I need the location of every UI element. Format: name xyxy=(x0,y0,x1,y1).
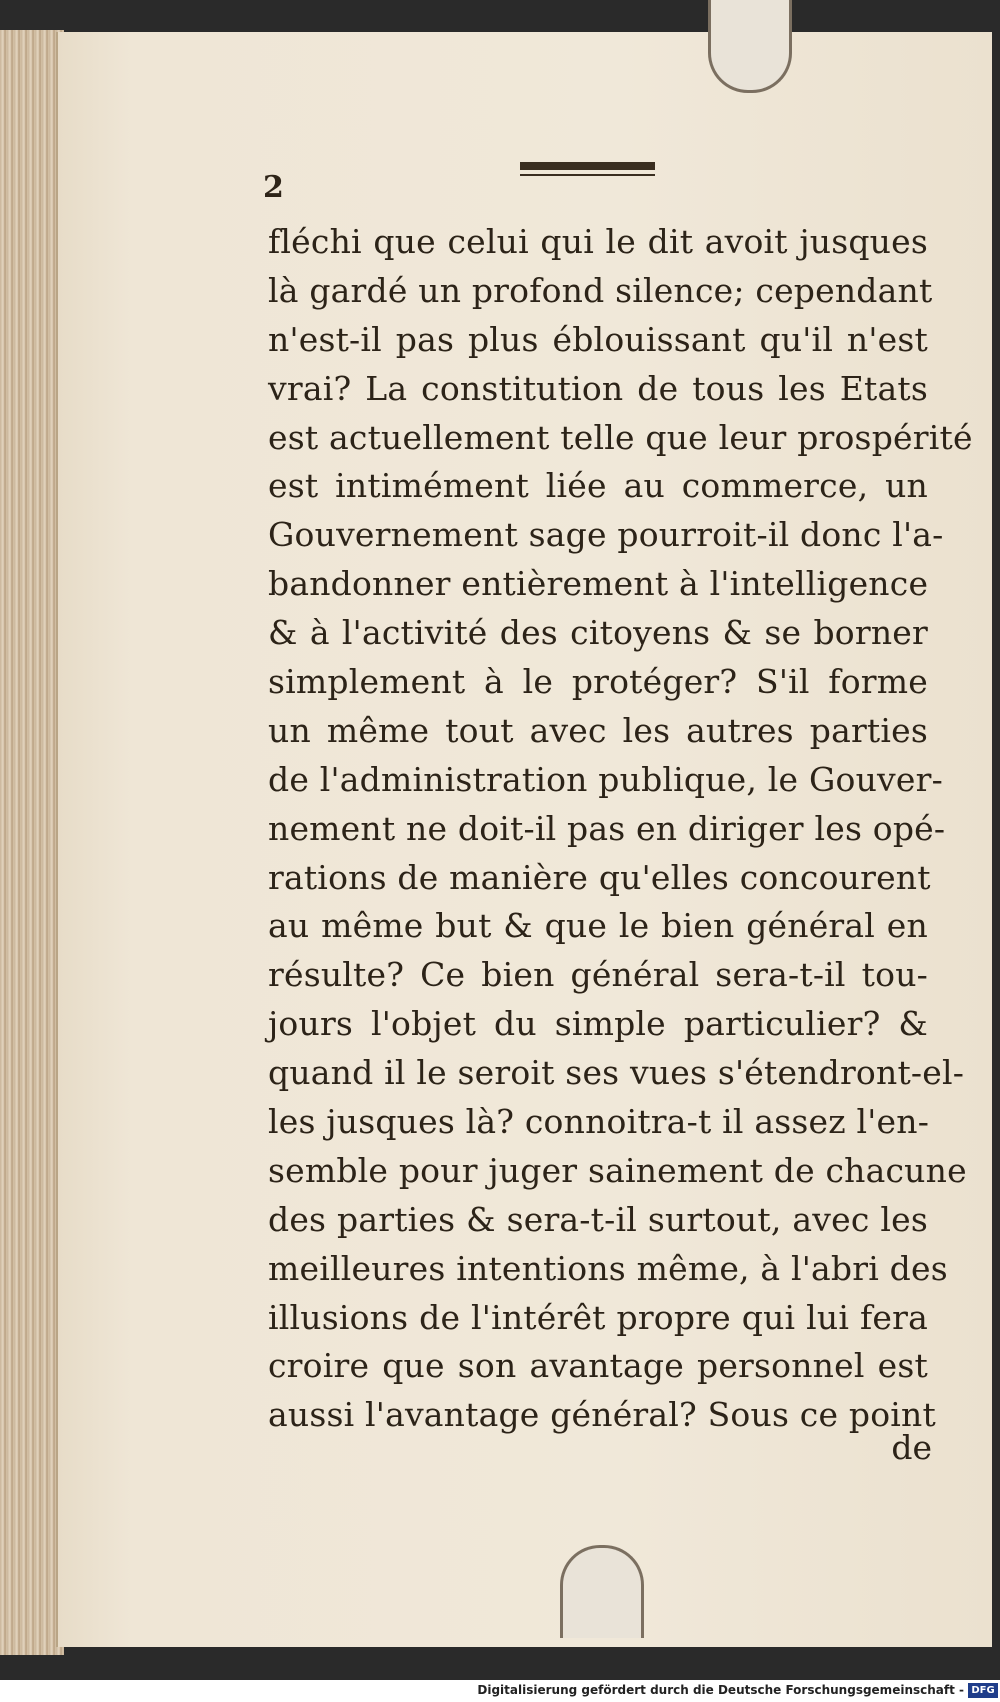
page-number: 2 xyxy=(263,170,284,205)
text-line: quand il le seroit ses vues s'étendront-el- xyxy=(268,1053,965,1093)
catchword: de xyxy=(891,1428,932,1467)
text-line: aussi l'avantage général? Sous ce point xyxy=(268,1395,936,1435)
body-text xyxy=(268,218,973,1440)
text-line: jours l'objet du simple particulier? & xyxy=(268,1004,928,1044)
page-edges xyxy=(0,30,64,1655)
text-line: n'est-il pas plus éblouissant qu'il n'est xyxy=(268,319,928,359)
text-line: des parties & sera-t-il surtout, avec les xyxy=(268,1199,928,1239)
text-line: résulte? Ce bien général sera-t-il tou- xyxy=(268,955,928,995)
bottom-clip xyxy=(560,1545,644,1638)
text-line: de l'administration publique, le Gouver- xyxy=(268,759,943,799)
text-line: nement ne doit-il pas en diriger les opé- xyxy=(268,808,946,848)
text-line: rations de manière qu'elles concourent xyxy=(268,857,931,897)
header-rule-thin xyxy=(520,174,655,176)
text-line: Gouvernement sage pourroit-il donc l'a- xyxy=(268,515,944,555)
text-line: au même but & que le bien général en xyxy=(268,906,928,946)
digitization-credit: Digitalisierung gefördert durch die Deutsche Forschungsgemeinschaft - xyxy=(477,1683,964,1697)
text-line: croire que son avantage personnel est xyxy=(268,1346,928,1386)
text-line: vrai? La constitution de tous les Etats xyxy=(268,368,928,408)
text-line: un même tout avec les autres parties xyxy=(268,710,928,750)
text-line: bandonner entièrement à l'intelligence xyxy=(268,564,929,604)
text-line: meilleures intentions même, à l'abri des xyxy=(268,1248,948,1288)
dfg-logo: DFG xyxy=(968,1683,998,1698)
text-line: & à l'activité des citoyens & se borner xyxy=(268,613,928,653)
header-rule xyxy=(520,162,655,170)
footer-bar xyxy=(0,1680,1000,1702)
text-line: simplement à le protéger? S'il forme xyxy=(268,662,928,702)
text-line: est intimément liée au commerce, un xyxy=(268,466,928,506)
top-clip xyxy=(708,0,792,93)
text-line: les jusques là? connoitra-t il assez l'en- xyxy=(268,1102,930,1142)
text-line: semble pour juger sainement de chacune xyxy=(268,1150,967,1190)
text-line: fléchi que celui qui le dit avoit jusques xyxy=(268,222,928,261)
text-line: là gardé un profond silence; cependant xyxy=(268,270,933,310)
text-line: est actuellement telle que leur prospérité xyxy=(268,417,973,457)
text-line: illusions de l'intérêt propre qui lui fera xyxy=(268,1297,928,1337)
